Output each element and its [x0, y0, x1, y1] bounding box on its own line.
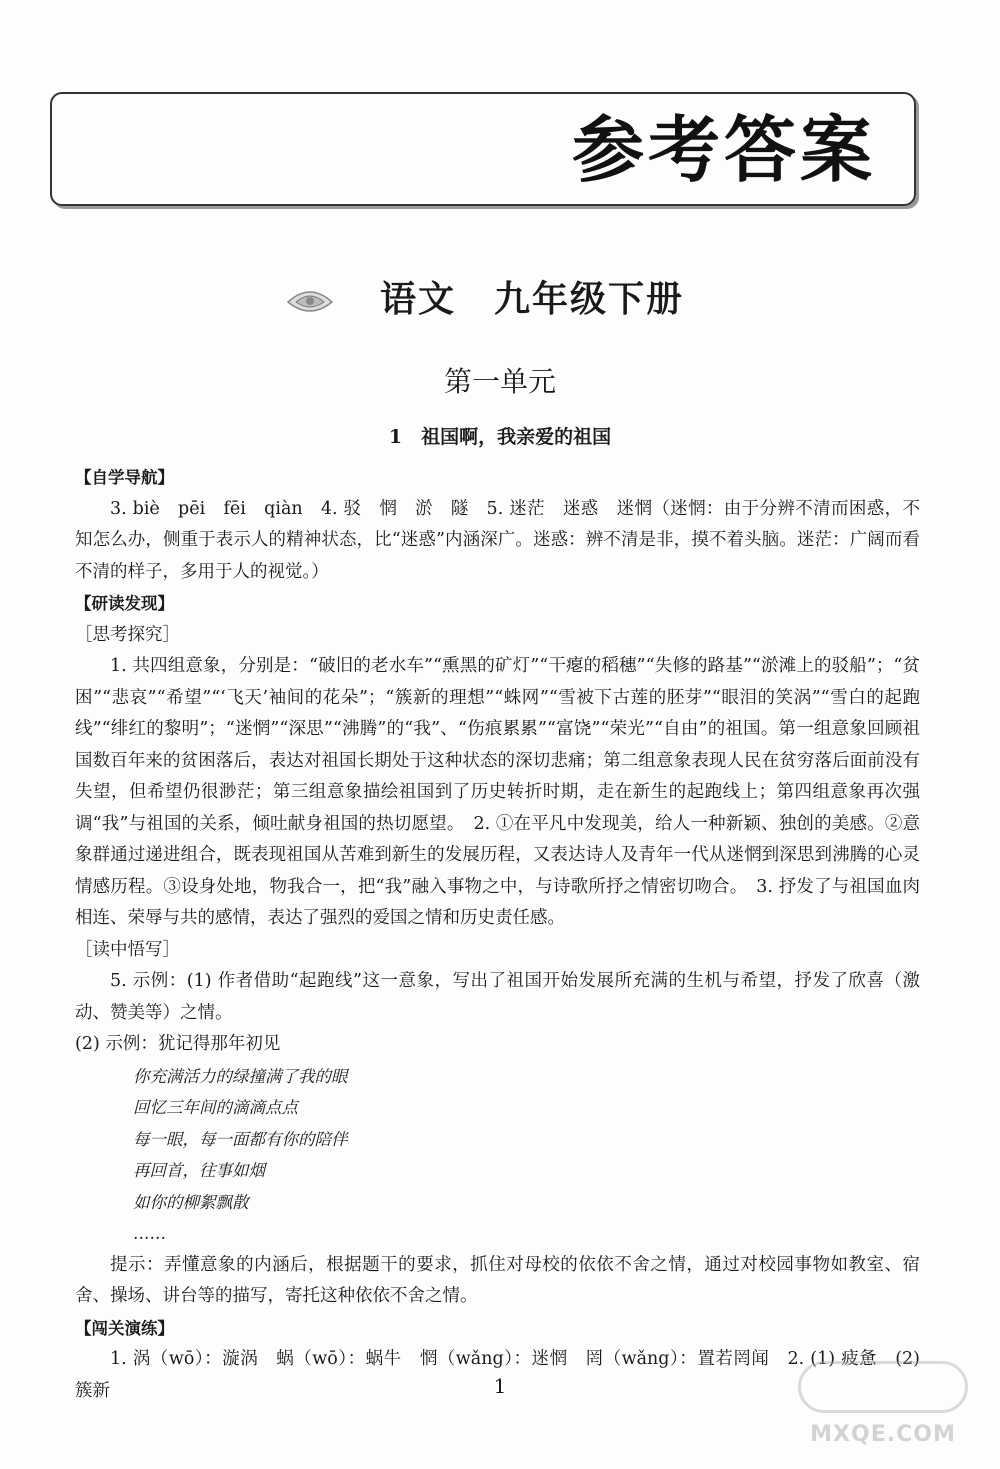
poem-line: 再回首，往事如烟 [133, 1161, 265, 1180]
watermark [788, 1361, 978, 1447]
example-label: (2) 示例：犹记得那年初见 [75, 1034, 281, 1054]
watermark-logo-icon [798, 1361, 968, 1413]
title-banner [50, 92, 916, 206]
poem-line: 你充满活力的绿撞满了我的眼 [133, 1066, 348, 1086]
page-number: 1 [493, 1374, 507, 1398]
poem-line: 回忆三年间的滴滴点点 [133, 1098, 298, 1117]
unit-title: 第一单元 [443, 365, 556, 398]
section-heading-practice: 【闯关演练】 [75, 1318, 174, 1338]
lesson-title: 1 祖国啊，我亲爱的祖国 [388, 426, 612, 448]
poem-line: 如你的柳絮飘散 [133, 1192, 249, 1212]
book-ornament-icon [284, 280, 336, 320]
subsection-heading-think: ［思考探究］ [75, 624, 180, 645]
practice-answer: 1. 涡（wō）：漩涡 蜗（wō）：蜗牛 惘（wǎng）：迷惘 罔（wǎng）：置若罔闻 2. (1) 疲惫 (2) 簇新 [75, 1349, 920, 1401]
subject-header [0, 272, 1000, 332]
poem-line: 每一眼，每一面都有你的陪伴 [133, 1129, 348, 1149]
think-answer: 1. 共四组意象，分别是：“破旧的老水车”“熏黑的矿灯”“干瘪的稻穗”“失修的路基”“淤滩上的驳船”；“贫困”“悲哀”“希望”“‘飞天’袖间的花朵”；“簇新的理想”“蛛网”“雪被下古莲的胚芽”“眼泪的笑涡”“雪白的起跑线”“绯红的黎明”；“迷惘”“深思”“沸腾”的“我”、“伤痕累累”“富饶”“荣光”“自由”的祖国。第一组意象回顾祖国数百年来的贫困落后，表达对祖国长期处于这种状态的深切悲痛；第二组意象表现人民在贫穷落后面前没有失望，但希望仍很渺茫；第三组意象描绘祖国到了历史转折时期，走在新生的起跑线上；第四组意象再次强调“我”与祖国的关系，倾吐献身祖国的热切愿望。 2. ①在平凡中发现美，给人一种新颖、独创的美感。②意象群通过递进组合，既表现祖国从苦难到新生的发展历程，又表达诗人及青年一代从迷惘到深思到沸腾的心灵情感历程。③设身处地，物我合一，把“我”融入事物之中，与诗歌所抒之情密切吻合。 3. 抒发了与祖国血肉相连、荣辱与共的感情，表达了强烈的爱国之情和历史责任感。 [75, 656, 920, 928]
read-write-answer: 5. 示例：(1) 作者借助“起跑线”这一意象，写出了祖国开始发展所充满的生机与希望，抒发了欣喜（激动、赞美等）之情。 [75, 971, 920, 1023]
hint-text: 提示：弄懂意象的内涵后，根据题干的要求，抓住对母校的依依不舍之情，通过对校园事物如教室、宿舍、操场、讲台等的描写，寄托这种依依不舍之情。 [75, 1254, 920, 1306]
section-heading-study-find: 【研读发现】 [75, 594, 174, 613]
banner-title: 参考答案 [571, 108, 876, 192]
self-study-answer: 3. biè pēi fēi qiàn 4. 驳 惘 淤 隧 5. 迷茫 迷惑 迷惘（迷惘：由于分辨不清而困惑，不知怎么办，侧重于表示人的精神状态，比“迷惑”内涵深广。迷惑：辨不清是非，摸不着头脑。迷茫：广阔而看不清的样子，多用于人的视觉。） [75, 498, 920, 582]
subsection-heading-read-write: ［读中悟写］ [75, 939, 180, 960]
section-heading-self-study: 【自学导航】 [75, 468, 174, 487]
answer-content [75, 462, 920, 1407]
poem-ellipsis: …… [133, 1224, 166, 1243]
subject-title: 语文 九年级下册 [380, 279, 685, 320]
watermark-url: MXQE.COM [810, 1422, 956, 1447]
